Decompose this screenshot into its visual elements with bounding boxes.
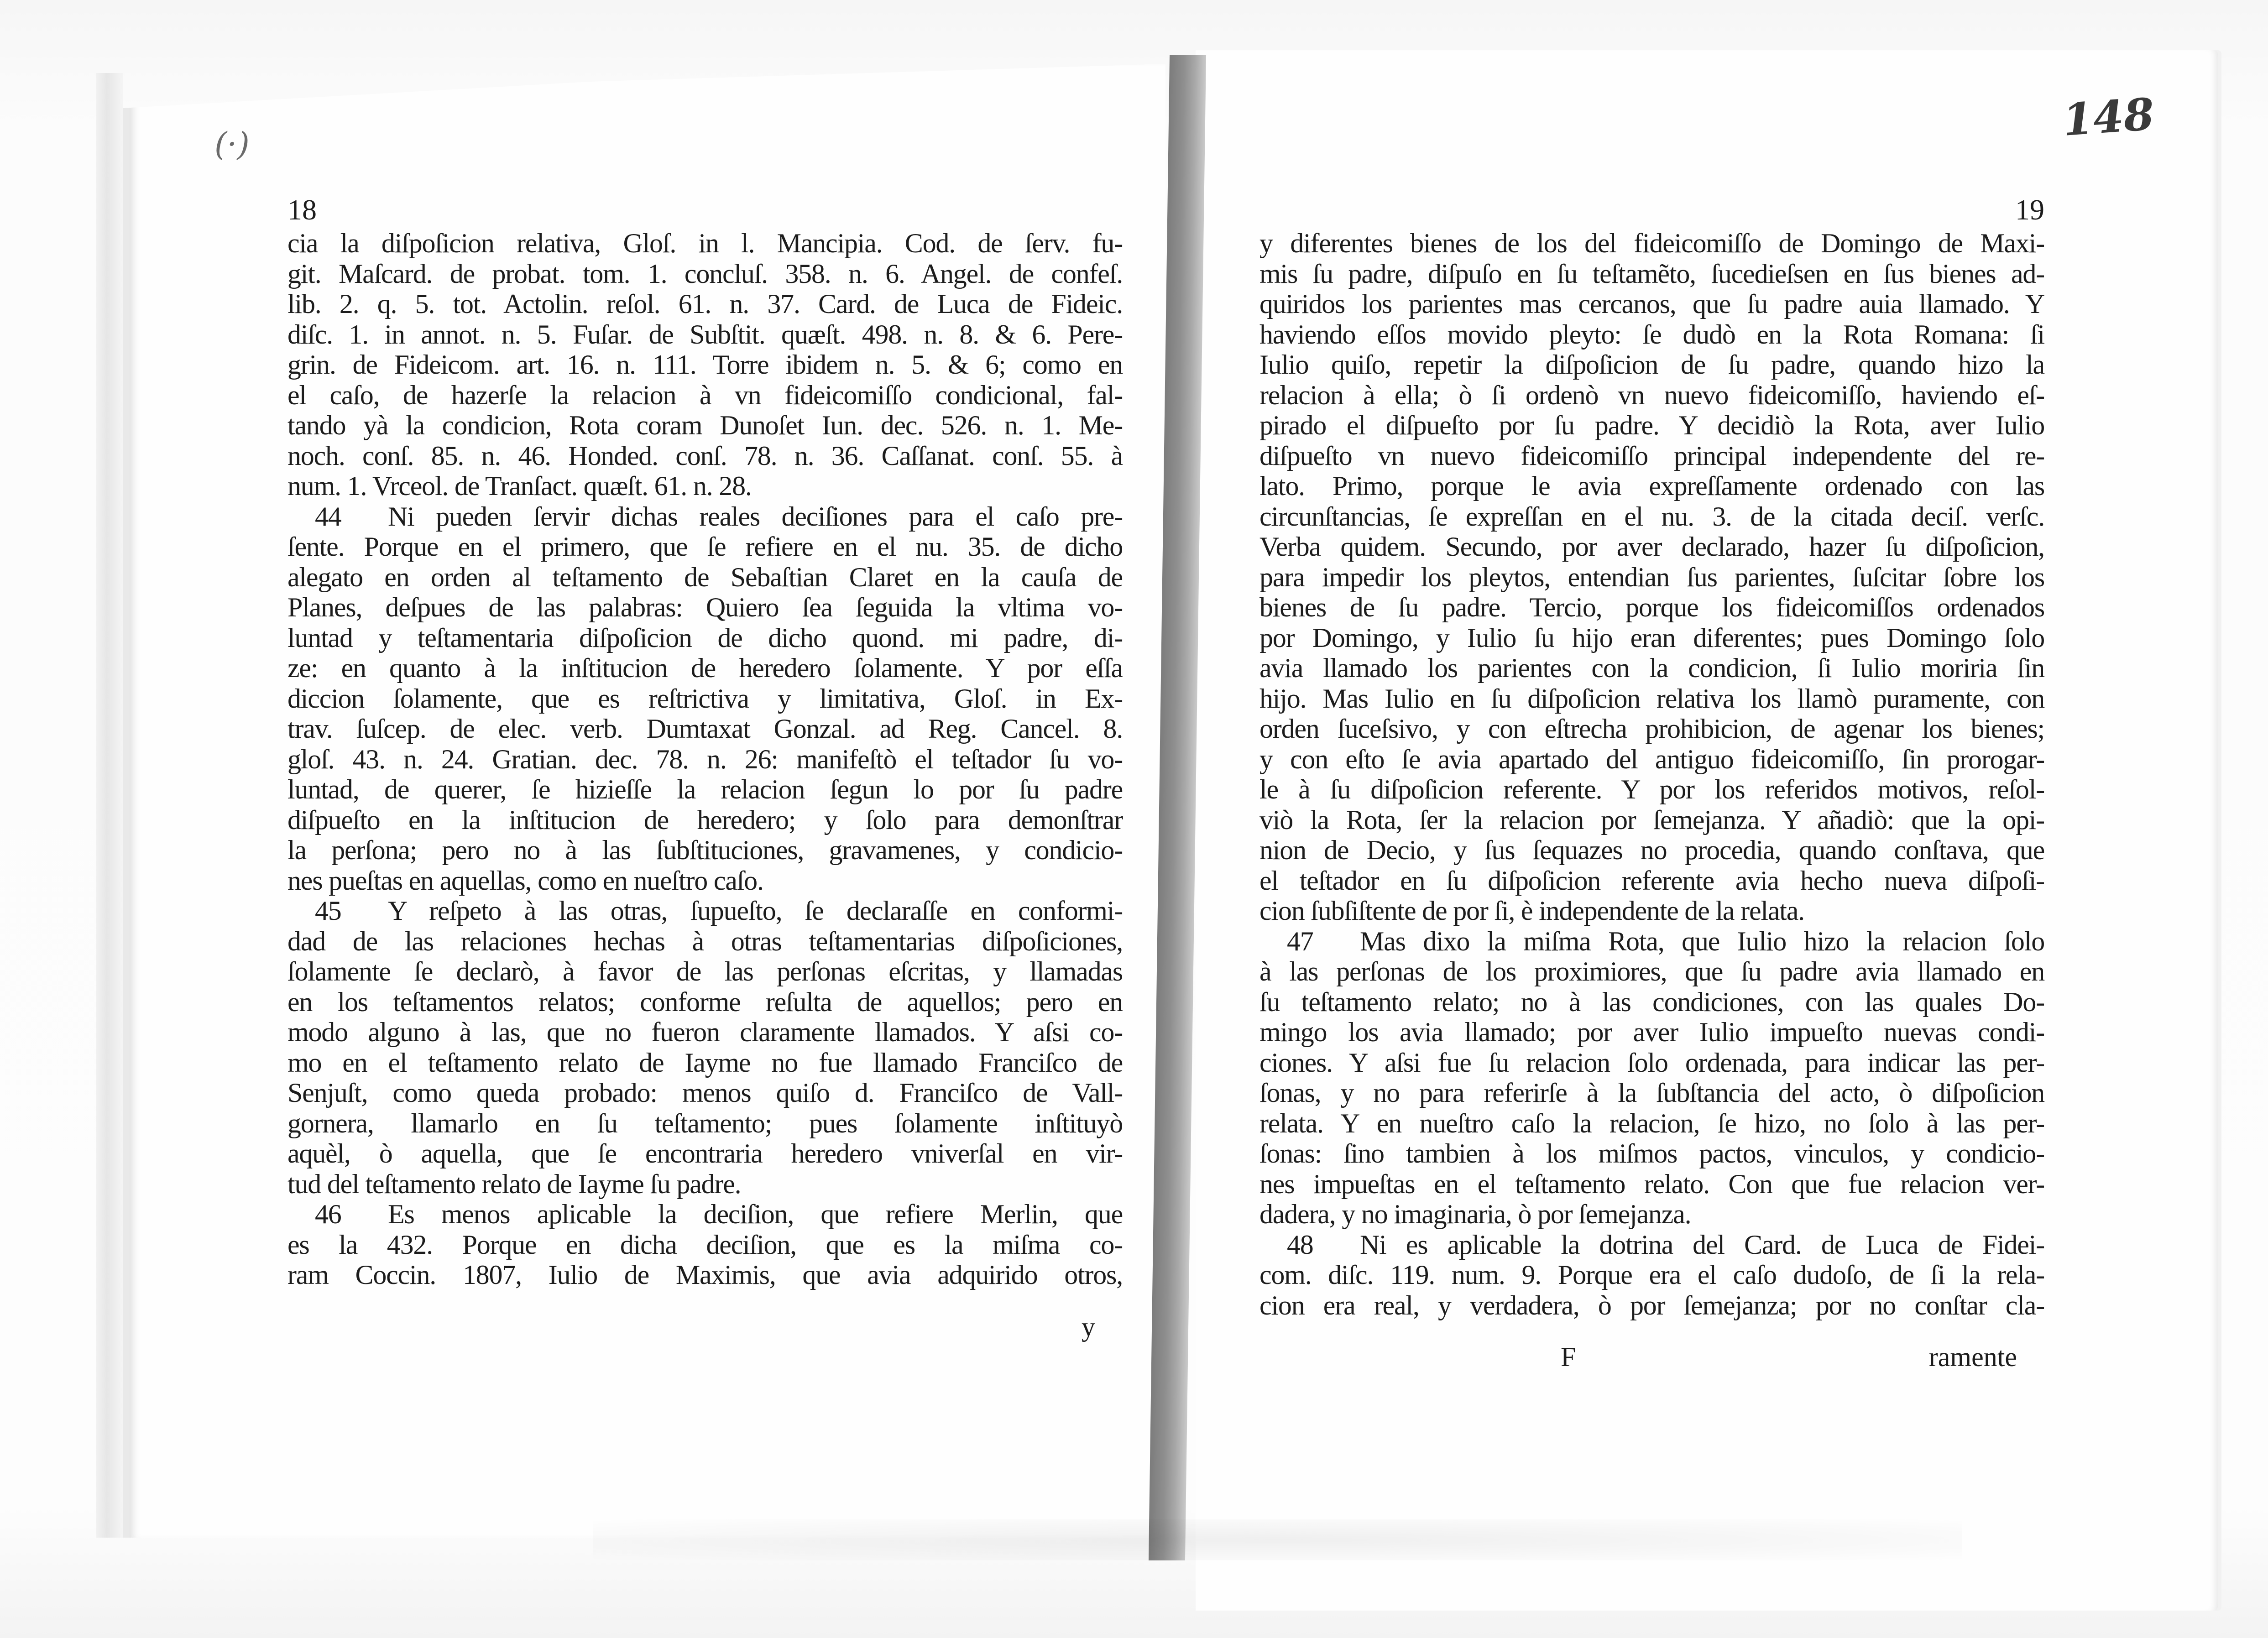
- text-line: alegato en orden al teſtamento de Sebaſtian Claret en la cauſa de: [287, 562, 1123, 592]
- text-line: nes pueſtas en aquellas, como en nueſtro caſo.: [287, 865, 763, 896]
- text-line: la perſona; pero no à las ſubſtituciones, gravamenes, y condicio-: [287, 835, 1123, 865]
- text-line-first: [287, 896, 1123, 926]
- text-line: cion era real, y verdadera, ò por ſemejanza; por no conſtar cla-: [1259, 1290, 2044, 1320]
- page-bottom-shadow: [593, 1519, 1962, 1560]
- paragraph-number: 45: [315, 896, 341, 926]
- text-line: el caſo, de hazerſe la relacion à vn fideicomiſſo condicional, fal-: [287, 380, 1123, 410]
- continued-text: [1259, 228, 2044, 926]
- catchword: y: [1082, 1311, 1095, 1342]
- right-page-text-column: [1259, 192, 2044, 1375]
- text-line-first: [1259, 1230, 2044, 1260]
- text-span: Mas dixo la miſma Rota, que Iulio hizo la relacion ſolo: [1360, 926, 2044, 956]
- text-line: Verba quidem. Secundo, por aver declarado, hazer ſu diſpoſicion,: [1259, 532, 2044, 562]
- text-line: en los teſtamentos relatos; conforme reſulta de aquellos; pero en: [287, 986, 1123, 1017]
- handwritten-folio-number: 148: [2061, 88, 2156, 146]
- text-line: modo alguno à las, que no fueron claramente llamados. Y aſsi co-: [287, 1017, 1123, 1047]
- text-line: mingo los avia llamado; por aver Iulio impueſto nuevas condi-: [1259, 1017, 2044, 1047]
- text-line: orden ſuceſsivo, y con eſtrecha prohibicion, de agenar los bienes;: [1259, 714, 2044, 744]
- page-number: 18: [287, 193, 317, 226]
- text-line: diſc. 1. in annot. n. 5. Fuſar. de Subſtit. quæſt. 498. n. 8. & 6. Pere-: [287, 319, 1123, 350]
- text-line: diſpueſto en la inſtitucion de heredero; y ſolo para demonſtrar: [287, 804, 1123, 835]
- text-line: gloſ. 43. n. 24. Gratian. dec. 78. n. 26: manifeſtò el teſtador ſu vo-: [287, 744, 1123, 774]
- text-line: lato. Primo, porque le avia expreſſamente ordenado con las: [1259, 471, 2044, 501]
- text-line-first: [1259, 926, 2044, 957]
- text-line: diccion ſolamente, que es reſtrictiva y limitativa, Gloſ. in Ex-: [287, 683, 1123, 714]
- page-number: 19: [2015, 193, 2044, 226]
- text-line: nes impueſtas en el teſtamento relato. Con que fue relacion ver-: [1259, 1169, 2044, 1199]
- text-line: pirado el diſpueſto por ſu padre. Y decidiò la Rota, aver Iulio: [1259, 410, 2044, 440]
- text-line: por Domingo, y Iulio ſu hijo eran diferentes; pues Domingo ſolo: [1259, 622, 2044, 653]
- text-line: à las perſonas de los proximiores, que ſu padre avia llamado en: [1259, 956, 2044, 986]
- text-line: ciones. Y aſsi fue ſu relacion ſolo ordenada, para indicar las per-: [1259, 1047, 2044, 1078]
- text-line: com. diſc. 119. num. 9. Porque era el caſo dudoſo, de ſi la rela-: [1259, 1260, 2044, 1290]
- continued-text: [287, 228, 1123, 501]
- text-line: grin. de Fideicom. art. 16. n. 111. Torre ibidem n. 5. & 6; como en: [287, 350, 1123, 380]
- text-line: quiridos los parientes mas cercanos, que ſu padre auia llamado. Y: [1259, 289, 2044, 319]
- text-line: ſu teſtamento relato; no à las condiciones, con las quales Do-: [1259, 986, 2044, 1017]
- paragraph-number: 48: [1287, 1229, 1313, 1260]
- paragraph-number: 46: [315, 1199, 341, 1229]
- page-footer: [287, 1309, 1123, 1345]
- text-line: el teſtador en ſu diſpoſicion referente avia hecho nueva diſpoſi-: [1259, 865, 2044, 896]
- text-line: es la 432. Porque en dicha deciſion, que es la miſma co-: [287, 1229, 1123, 1260]
- text-line: cia la diſpoſicion relativa, Gloſ. in l. Mancipia. Cod. de ſerv. fu-: [287, 228, 1123, 258]
- text-line: ſolamente ſe declarò, à favor de las perſonas eſcritas, y llamadas: [287, 956, 1123, 986]
- text-line: dad de las relaciones hechas à otras teſtamentarias diſpoſiciones,: [287, 926, 1123, 956]
- text-line: bienes de ſu padre. Tercio, porque los fideicomiſſos ordenados: [1259, 592, 2044, 622]
- text-line: Senjuſt, como queda probado: menos quiſo d. Franciſco de Vall-: [287, 1078, 1123, 1108]
- text-line: ram Coccin. 1807, Iulio de Maximis, que avia adquirido otros,: [287, 1260, 1123, 1290]
- text-line: nion de Decio, y ſus ſequazes no procedia, quando conſtava, que: [1259, 835, 2044, 865]
- text-line: ſonas: ſino tambien à los miſmos pactos, vinculos, y condicio-: [1259, 1138, 2044, 1169]
- text-line: aquèl, ò aquella, que ſe encontraria heredero vniverſal en vir-: [287, 1138, 1123, 1169]
- paragraph-number: 44: [315, 501, 341, 532]
- text-line: para impedir los pleytos, entendian ſus parientes, ſuſcitar ſobre los: [1259, 562, 2044, 592]
- text-line: luntad, de querer, ſe hizieſſe la relacion ſegun lo por ſu padre: [287, 774, 1123, 804]
- text-line: relata. Y en nueſtro caſo la relacion, ſe hizo, no ſolo à las per-: [1259, 1108, 2044, 1138]
- text-line: luntad y teſtamentaria diſpoſicion de dicho quond. mi padre, di-: [287, 622, 1123, 653]
- text-line: mo en el teſtamento relato de Iayme no fue llamado Franciſco de: [287, 1047, 1123, 1078]
- text-line: mis ſu padre, diſpuſo en ſu teſtamẽto, ſucedieſsen en ſus bienes ad-: [1259, 258, 2044, 289]
- text-line: cion ſubſiſtente de por ſi, è independente de la relata.: [1259, 896, 1804, 926]
- text-line: diſpueſto vn nuevo fideicomiſſo principal independente del re-: [1259, 440, 2044, 471]
- signature-mark: F: [1561, 1342, 1576, 1372]
- margin-ink-mark: (·): [214, 125, 250, 163]
- text-line: relacion à ella; ò ſi ordenò vn nuevo fideicomiſſo, haviendo eſ-: [1259, 380, 2044, 410]
- text-line: ſente. Porque en el primero, que ſe refiere en el nu. 35. de dicho: [287, 532, 1123, 562]
- paragraph-46: [287, 1199, 1123, 1290]
- text-line: tando yà la condicion, Rota coram Dunoſet Iun. dec. 526. n. 1. Me-: [287, 410, 1123, 440]
- text-line: ſonas, y no para referirſe à la ſubſtancia del acto, ò diſpoſicion: [1259, 1078, 2044, 1108]
- text-span: Ni pueden ſervir dichas reales deciſiones para el caſo pre-: [388, 501, 1123, 532]
- text-line: ze: en quanto à la inſtitucion de heredero ſolamente. Y por eſſa: [287, 653, 1123, 683]
- text-line: avia llamado los parientes con la condicion, ſi Iulio moriria ſin: [1259, 653, 2044, 683]
- text-line: noch. conſ. 85. n. 46. Honded. conſ. 78. n. 36. Caſſanat. conſ. 55. à: [287, 440, 1123, 471]
- text-line: Planes, deſpues de las palabras: Quiero ſea ſeguida la vltima vo-: [287, 592, 1123, 622]
- page-footer: [1259, 1339, 2044, 1375]
- paragraph-44: [287, 501, 1123, 896]
- left-page-edge-stack: [96, 73, 123, 1538]
- paragraph-number: 47: [1287, 926, 1313, 956]
- text-span: Es menos aplicable la deciſion, que refiere Merlin, que: [388, 1199, 1123, 1229]
- text-line: circunſtancias, ſe expreſſan en el nu. 3. de la citada deciſ. verſc.: [1259, 501, 2044, 532]
- text-line: hijo. Mas Iulio en ſu diſpoſicion relativa los llamò puramente, con: [1259, 683, 2044, 714]
- text-line: viò la Rota, ſer la relacion por ſemejanza. Y añadiò: que la opi-: [1259, 804, 2044, 835]
- paragraph-47: [1259, 926, 2044, 1230]
- text-line: y diferentes bienes de los del fideicomiſſo de Domingo de Maxi-: [1259, 228, 2044, 258]
- text-line: dadera, y no imaginaria, ò por ſemejanza.: [1259, 1199, 1691, 1229]
- text-line: tud del teſtamento relato de Iayme ſu padre.: [287, 1169, 741, 1199]
- text-line-first: [287, 501, 1123, 532]
- text-line: git. Maſcard. de probat. tom. 1. concluſ. 358. n. 6. Angel. de confeſ.: [287, 258, 1123, 289]
- text-span: Y reſpeto à las otras, ſupueſto, ſe declaraſſe en conformi-: [388, 896, 1123, 926]
- paragraph-45: [287, 896, 1123, 1199]
- text-line-first: [287, 1199, 1123, 1230]
- text-line: haviendo eſſos movido pleyto: ſe dudò en la Rota Romana: ſi: [1259, 319, 2044, 350]
- text-line: lib. 2. q. 5. tot. Actolin. reſol. 61. n. 37. Card. de Luca de Fideic.: [287, 289, 1123, 319]
- text-line: gornera, llamarlo en ſu teſtamento; pues ſolamente inſtituyò: [287, 1108, 1123, 1138]
- paragraph-48: [1259, 1230, 2044, 1321]
- text-line: le à ſu diſpoſicion referente. Y por los referidos motivos, reſol-: [1259, 774, 2044, 804]
- left-page-text-column: [287, 192, 1123, 1345]
- text-span: Ni es aplicable la dotrina del Card. de Luca de Fidei-: [1360, 1229, 2044, 1260]
- text-line: trav. ſuſcep. de elec. verb. Dumtaxat Gonzal. ad Reg. Cancel. 8.: [287, 714, 1123, 744]
- text-line: Iulio quiſo, repetir la diſpoſicion de ſu padre, quando hizo la: [1259, 350, 2044, 380]
- text-line: y con eſto ſe avia apartado del antiguo fideicomiſſo, ſin prorogar-: [1259, 744, 2044, 774]
- text-line: num. 1. Vrceol. de Tranſact. quæſt. 61. n. 28.: [287, 471, 752, 501]
- catchword: ramente: [1928, 1342, 2017, 1372]
